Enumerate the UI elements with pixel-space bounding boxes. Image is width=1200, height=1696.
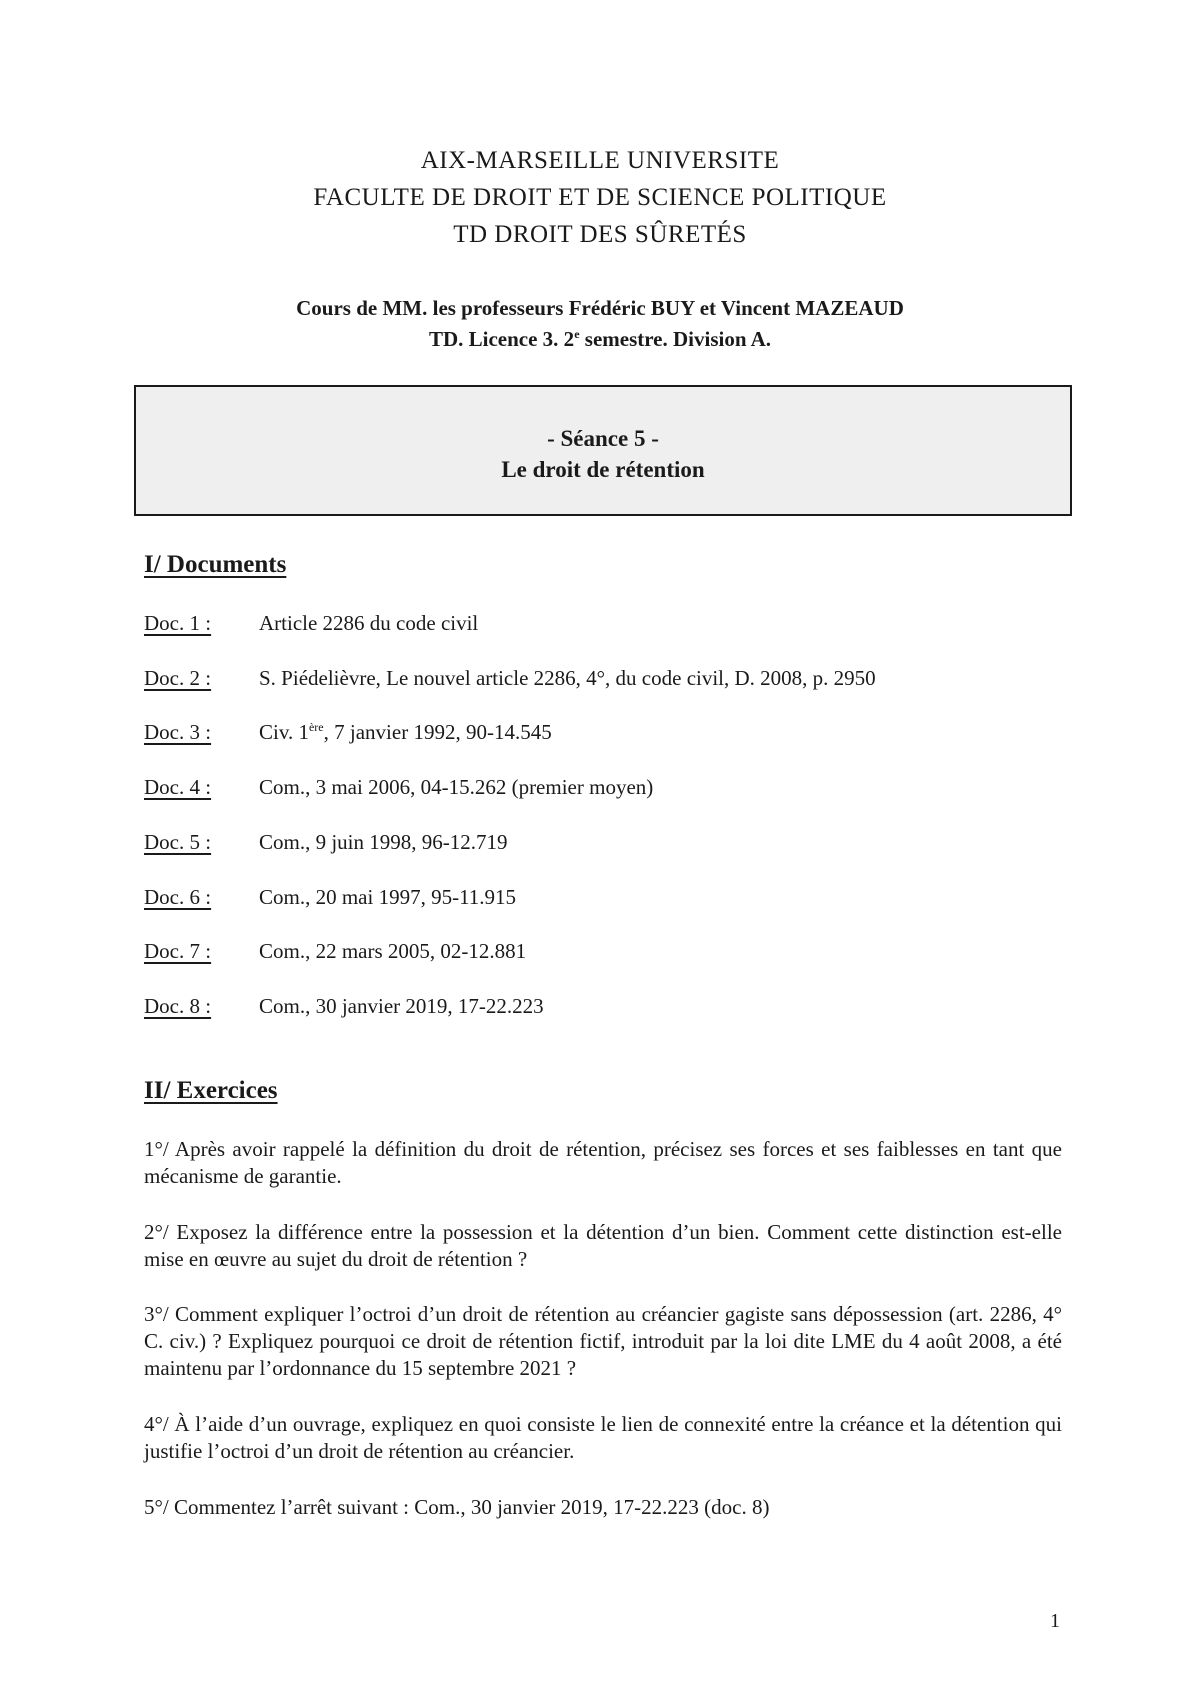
doc-text: Article 2286 du code civil bbox=[259, 611, 479, 635]
doc-text: Com., 30 janvier 2019, 17-22.223 bbox=[259, 994, 544, 1018]
doc-label: Doc. 4 : bbox=[144, 775, 212, 799]
td-info-sup: e bbox=[574, 327, 580, 341]
td-info-pre: TD. Licence 3. 2 bbox=[428, 327, 575, 351]
doc-label: Doc. 1 : bbox=[144, 611, 212, 635]
doc-text: Com., 22 mars 2005, 02-12.881 bbox=[259, 939, 527, 963]
course-subject: TD DROIT DES SÛRETÉS bbox=[453, 221, 747, 248]
faculty-name: FACULTE DE DROIT ET DE SCIENCE POLITIQUE bbox=[313, 184, 887, 211]
page-number: 1 bbox=[1050, 1610, 1060, 1632]
session-number: - Séance 5 - bbox=[547, 426, 659, 451]
doc-text-sup: ère bbox=[308, 720, 324, 734]
exercise-1: 1°/ Après avoir rappelé la définition du droit de rétention, précisez ses forces et ses faiblesses en tant que mécanisme de garantie. bbox=[144, 1137, 1062, 1188]
exercise-3: 3°/ Comment expliquer l’octroi d’un droit de rétention au créancier gagiste sans dépossession (art. 2286, 4° C. civ.) ? Expliquez pourquoi ce droit de rétention fictif, introduit par la loi dite LME du 4 août 2008, a été maintenu par l’ordonnance du 15 septembre 2021 ? bbox=[144, 1302, 1062, 1380]
doc-text: S. Piédelièvre, Le nouvel article 2286, 4°, du code civil, D. 2008, p. 2950 bbox=[259, 666, 876, 690]
exercise-4: 4°/ À l’aide d’un ouvrage, expliquez en quoi consiste le lien de connexité entre la créance et la détention qui justifie l’octroi d’un droit de rétention au créancier. bbox=[144, 1412, 1062, 1463]
doc-text bbox=[259, 720, 552, 745]
documents-heading: I/ Documents bbox=[144, 551, 287, 578]
doc-text: Com., 9 juin 1998, 96-12.719 bbox=[259, 830, 508, 854]
exercises-heading: II/ Exercices bbox=[144, 1077, 278, 1104]
doc-text: Com., 20 mai 1997, 95-11.915 bbox=[259, 885, 517, 909]
doc-text-post: , 7 janvier 1992, 90-14.545 bbox=[323, 720, 552, 744]
university-name: AIX-MARSEILLE UNIVERSITE bbox=[420, 147, 780, 174]
session-title: Le droit de rétention bbox=[501, 457, 705, 482]
doc-label: Doc. 2 : bbox=[144, 666, 212, 690]
doc-label: Doc. 5 : bbox=[144, 830, 212, 854]
td-info bbox=[0, 324, 1200, 355]
doc-text-pre: Civ. 1 bbox=[259, 720, 309, 744]
doc-text: Com., 3 mai 2006, 04-15.262 (premier moyen) bbox=[259, 775, 654, 799]
exercise-5: 5°/ Commentez l’arrêt suivant : Com., 30 janvier 2019, 17-22.223 (doc. 8) bbox=[144, 1495, 770, 1519]
doc-label: Doc. 8 : bbox=[144, 994, 212, 1018]
doc-label: Doc. 3 : bbox=[144, 720, 212, 744]
exercise-2: 2°/ Exposez la différence entre la possession et la détention d’un bien. Comment cette distinction est-elle mise en œuvre au sujet du droit de rétention ? bbox=[144, 1220, 1062, 1271]
session-box bbox=[134, 385, 1072, 516]
course-professors: Cours de MM. les professeurs Frédéric BUY et Vincent MAZEAUD bbox=[296, 296, 904, 320]
doc-label: Doc. 7 : bbox=[144, 939, 212, 963]
doc-label: Doc. 6 : bbox=[144, 885, 212, 909]
td-info-post: semestre. Division A. bbox=[579, 327, 772, 351]
